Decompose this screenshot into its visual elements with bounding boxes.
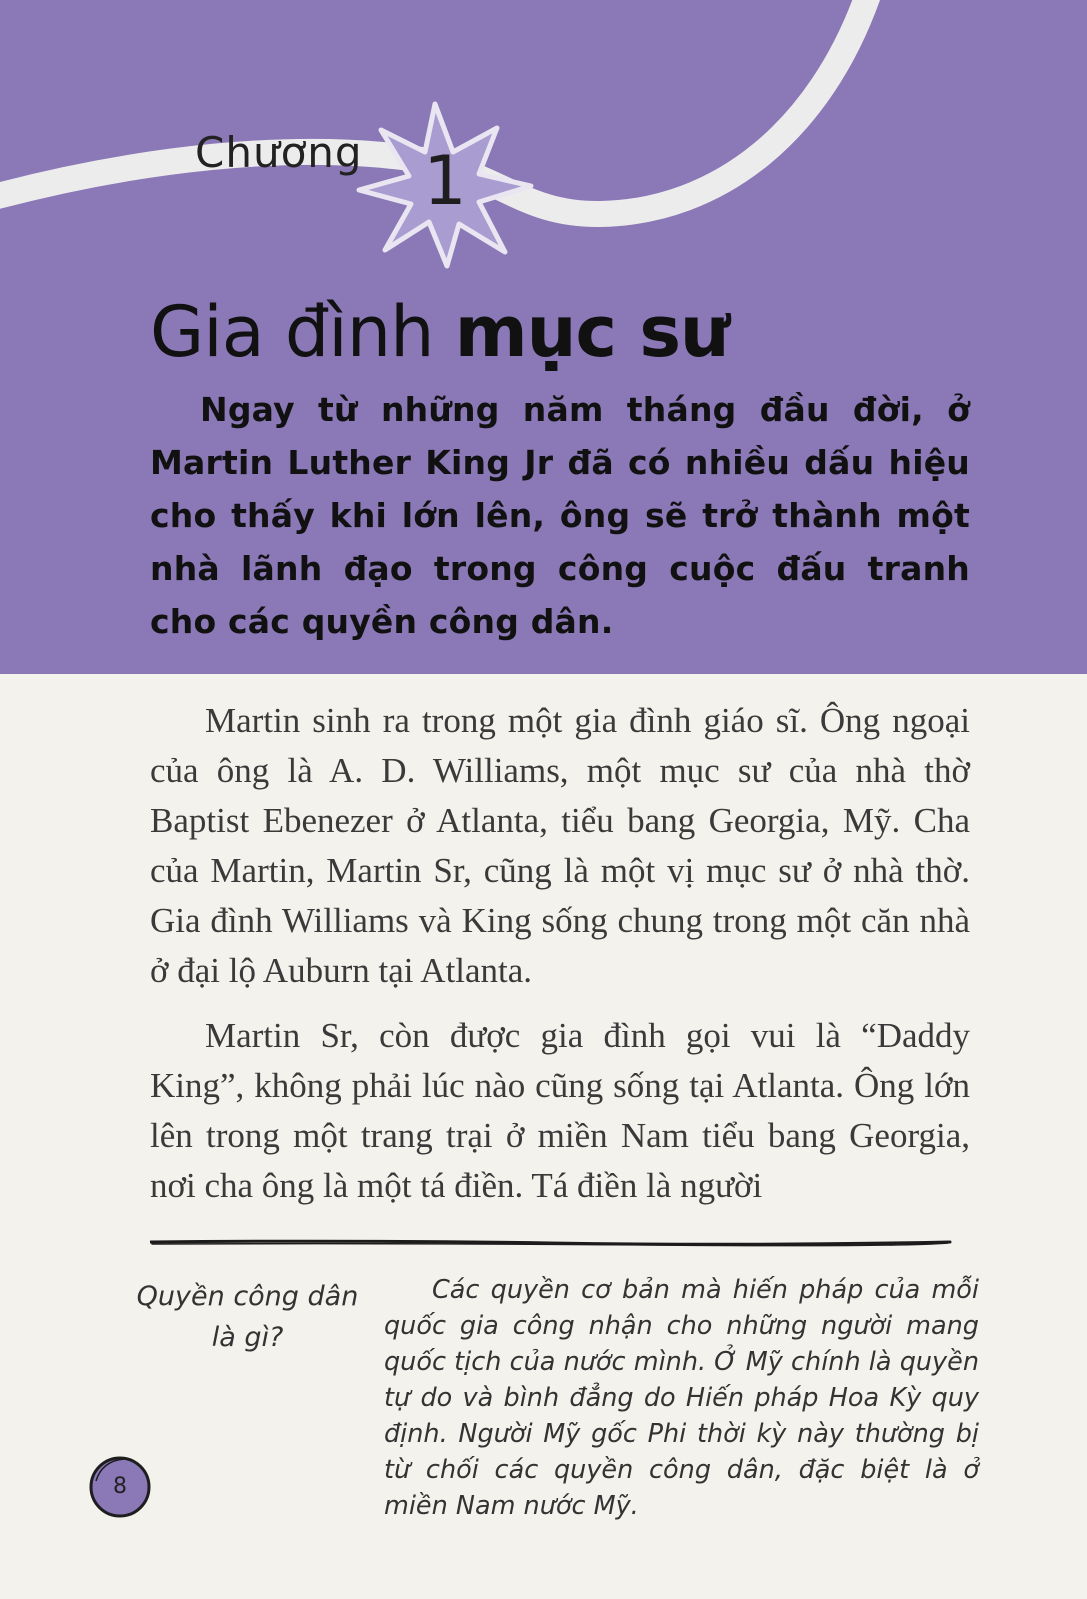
body-paragraph-2: Martin Sr, còn được gia đình gọi vui là “Daddy King”, không phải lúc nào cũng sống tại Atlanta. Ông lớn lên trong một trang trại ở miền Nam tiểu bang Georgia, nơi cha ông là một tá điền. Tá điền là người xyxy=(150,1016,970,1205)
page-number: 8 xyxy=(113,1474,127,1499)
sidebar-definition: Các quyền cơ bản mà hiến pháp của mỗi quốc gia công nhận cho những người mang quốc tịch của nước mình. Ở Mỹ chính là quyền tự do và bình đẳng do Hiến pháp Hoa Kỳ quy định. Người Mỹ gốc Phi thời kỳ này thường bị từ chối các quyền công dân, đặc biệt là ở miền Nam nước Mỹ. xyxy=(384,1275,979,1521)
section-divider xyxy=(150,1238,952,1248)
chapter-label: Chương xyxy=(195,128,363,177)
page-title xyxy=(150,291,729,373)
chapter-number: 1 xyxy=(423,142,467,221)
title-bold: mục sư xyxy=(454,291,729,373)
chapter-header xyxy=(0,0,1087,674)
body-paragraph-1: Martin sinh ra trong một gia đình giáo sĩ. Ông ngoại của ông là A. D. Williams, một mục sư của nhà thờ Baptist Ebenezer ở Atlanta, tiểu bang Georgia, Mỹ. Cha của Martin, Martin Sr, cũng là một vị mục sư ở nhà thờ. Gia đình Williams và King sống chung trong một căn nhà ở đại lộ Auburn tại Atlanta. xyxy=(150,701,970,990)
sidebar-term: Quyền công dân là gì? xyxy=(136,1281,359,1353)
title-regular: Gia đình xyxy=(150,291,455,373)
intro-paragraph: Ngay từ những năm tháng đầu đời, ở Martin Luther King Jr đã có nhiều dấu hiệu cho thấy khi lớn lên, ông sẽ trở thành một nhà lãnh đạo trong công cuộc đấu tranh cho các quyền công dân. xyxy=(150,390,970,641)
